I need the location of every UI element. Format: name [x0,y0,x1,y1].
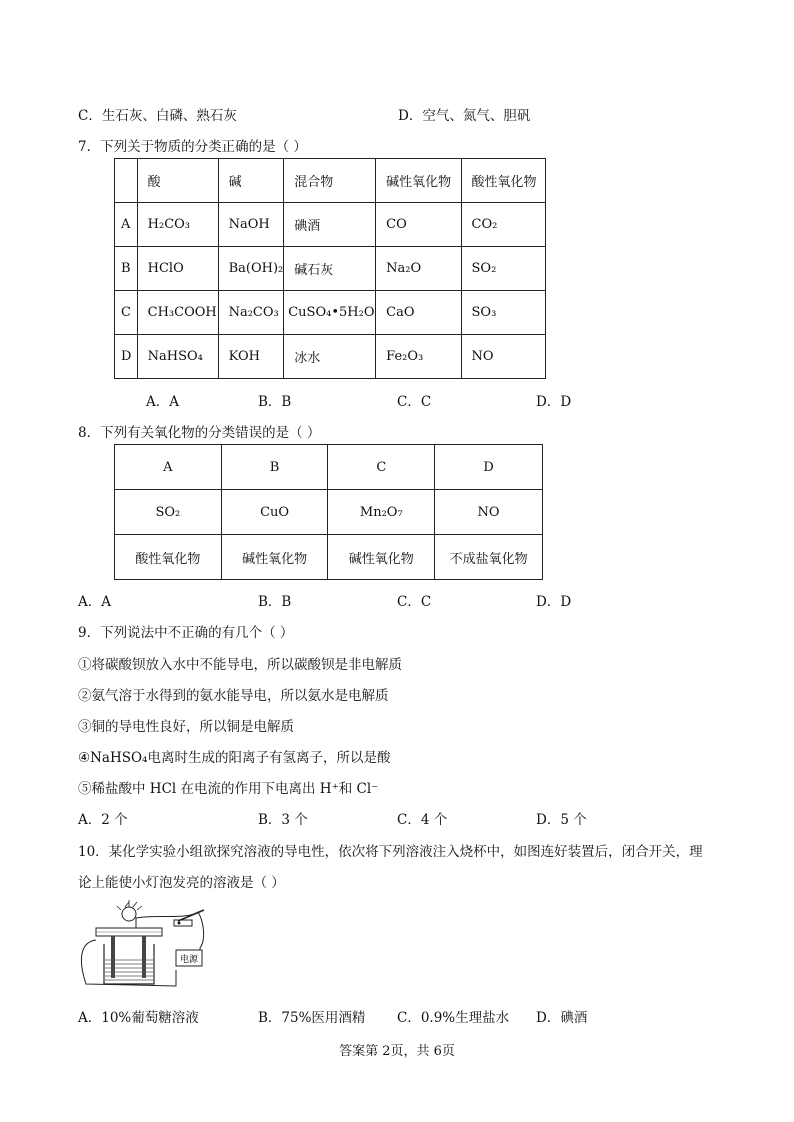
page-footer: 答案第 2页，共 6页 [339,1044,455,1059]
q8-cell: 碱性氧化物 [221,535,328,580]
q10-option-c: C．0.9%生理盐水 [397,1010,510,1026]
q8-cell: 不成盐氧化物 [435,535,543,580]
q8-cell: NO [435,490,543,535]
q7-cell: Na₂O [376,247,461,291]
q7-cell: D [115,335,138,379]
q10-option-a: A．10%葡萄糖溶液 [78,1010,199,1026]
q7-option-b: B．B [258,394,292,410]
q7-cell: A [115,203,138,247]
q7-cell: SO₃ [461,291,545,335]
q7-cell: HClO [137,247,218,291]
q7-cell: Ba(OH)₂ [218,247,284,291]
q9-option-a: A．2 个 [78,812,128,828]
q7-cell: Na₂CO₃ [218,291,284,335]
q7-cell: 碱石灰 [284,247,376,291]
q8-cell: D [435,445,543,490]
q8-cell: SO₂ [115,490,222,535]
q7-cell: CuSO₄•5H₂O [284,291,376,335]
q8-option-a: A．A [78,594,111,610]
q8-cell: 碱性氧化物 [328,535,435,580]
q8-option-c: C．C [397,594,432,610]
q7-cell: 冰水 [284,335,376,379]
q7-cell: Fe₂O₃ [376,335,461,379]
q7-cell: CH₃COOH [137,291,218,335]
q8-cell: A [115,445,222,490]
q7-row-a [115,203,546,247]
q10-option-d: D．碘酒 [536,1010,588,1026]
q8-option-d: D．D [536,594,572,610]
q10-option-b: B．75%医用酒精 [258,1010,366,1026]
q7-stem: 7．下列关于物质的分类正确的是（ ） [78,139,307,155]
q7-cell: CO₂ [461,203,545,247]
q7-cell: NO [461,335,545,379]
q7-cell: 碘酒 [284,203,376,247]
q7-header-cell: 酸 [137,159,218,203]
power-source-label: 电源 [179,955,199,965]
q8-stem: 8．下列有关氧化物的分类错误的是（ ） [78,425,321,441]
q9-item: ⑤稀盐酸中 HCl 在电流的作用下电离出 H⁺和 Cl⁻ [78,781,379,797]
q7-cell: CO [376,203,461,247]
q7-table [114,158,546,379]
q7-header-cell: 酸性氧化物 [461,159,545,203]
q7-cell: C [115,291,138,335]
switch-icon [174,910,204,926]
q8-cell: B [221,445,328,490]
q7-option-d: D．D [536,394,572,410]
q8-cell: 酸性氧化物 [115,535,222,580]
q7-cell: CaO [376,291,461,335]
q8-row-types [115,535,543,580]
q7-header-row [115,159,546,203]
q9-option-b: B．3 个 [258,812,308,828]
q10-stem-line2: 论上能使小灯泡发亮的溶液是（ ） [78,875,285,891]
q9-option-d: D．5 个 [536,812,587,828]
q9-stem: 9．下列说法中不正确的有几个（ ） [78,625,294,641]
q7-cell: SO₂ [461,247,545,291]
q9-option-c: C．4 个 [397,812,448,828]
q9-item: ②氨气溶于水得到的氨水能导电，所以氨水是电解质 [78,688,389,704]
q8-row-formulas [115,490,543,535]
q6-option-c: C．生石灰、白磷、熟石灰 [78,108,237,124]
q7-row-d [115,335,546,379]
q7-header-cell: 碱 [218,159,284,203]
conductivity-apparatus-figure [76,900,216,990]
q7-row-c [115,291,546,335]
q8-cell: Mn₂O₇ [328,490,435,535]
q7-header-cell: 碱性氧化物 [376,159,461,203]
light-bulb-icon [122,907,136,921]
q9-item: ④NaHSO₄电离时生成的阳离子有氢离子，所以是酸 [78,750,391,766]
q10-stem-line1: 10．某化学实验小组欲探究溶液的导电性，依次将下列溶液注入烧杯中，如图连好装置后，闭合开关，理 [78,844,703,860]
q9-item: ①将碳酸钡放入水中不能导电，所以碳酸钡是非电解质 [78,657,402,673]
q7-cell: H₂CO₃ [137,203,218,247]
q7-header-cell [115,159,138,203]
q6-option-d: D．空气、氮气、胆矾 [398,108,531,124]
q8-cell: C [328,445,435,490]
q7-header-cell: 混合物 [284,159,376,203]
q7-cell: NaHSO₄ [137,335,218,379]
q9-item: ③铜的导电性良好，所以铜是电解质 [78,719,294,735]
q7-cell: B [115,247,138,291]
q8-cell: CuO [221,490,328,535]
q8-row-letters [115,445,543,490]
q7-option-a: A．A [146,394,179,410]
q8-table [114,444,543,580]
q7-row-b [115,247,546,291]
q7-cell: KOH [218,335,284,379]
q7-cell: NaOH [218,203,284,247]
q7-option-c: C．C [397,394,432,410]
q8-option-b: B．B [258,594,292,610]
